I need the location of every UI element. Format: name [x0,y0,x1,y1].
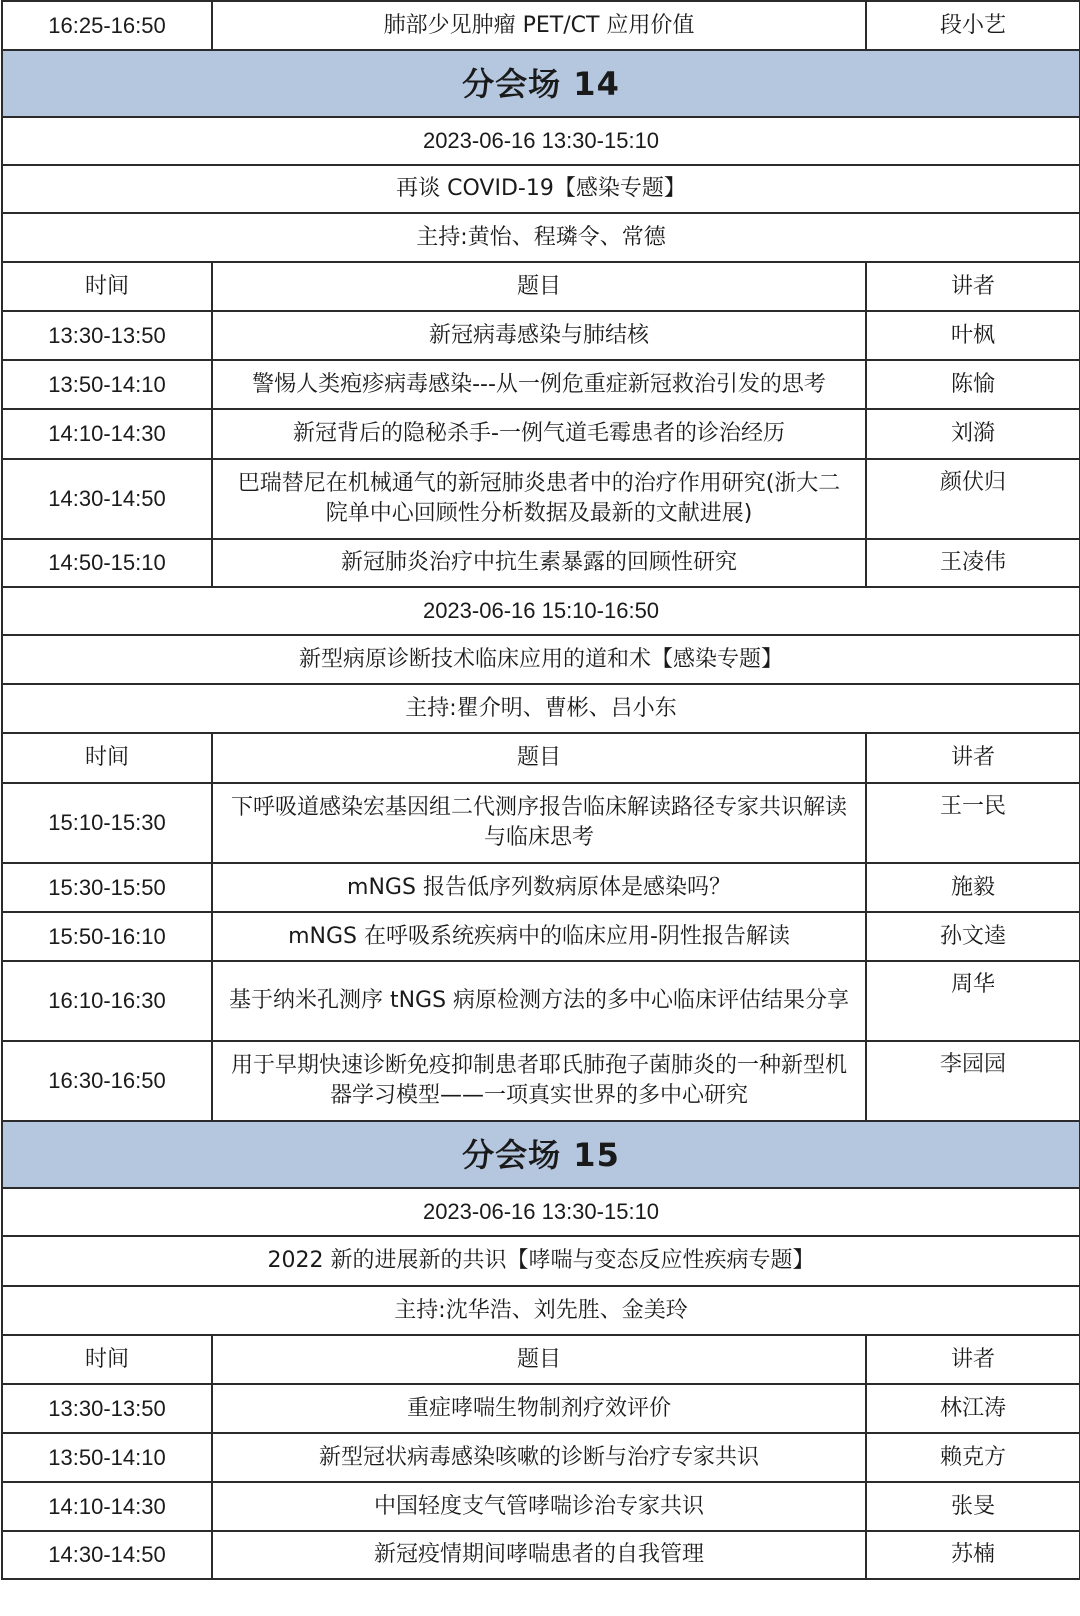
table-row [2,783,1080,863]
table-row [2,1384,1080,1433]
session-topic: 新型病原诊断技术临床应用的道和术【感染专题】 [2,635,1080,684]
table-row [2,961,1080,1041]
header-time: 时间 [2,733,212,783]
title-cell: 中国轻度支气管哮喘诊治专家共识 [212,1482,866,1531]
title-cell: mNGS 报告低序列数病原体是感染吗？ [212,863,866,912]
speaker-cell: 叶枫 [866,311,1080,360]
column-header-row [2,262,1080,311]
title-cell: 重症哮喘生物制剂疗效评价 [212,1384,866,1433]
time-cell: 14:30-14:50 [2,459,212,539]
header-title: 题目 [212,733,866,783]
title-cell: 基于纳米孔测序 tNGS 病原检测方法的多中心临床评估结果分享 [212,961,866,1041]
speaker-cell: 刘漪 [866,409,1080,459]
session-datetime: 2023-06-16 13:30-15:10 [2,1188,1080,1236]
title-cell: 巴瑞替尼在机械通气的新冠肺炎患者中的治疗作用研究(浙大二院单中心回顾性分析数据及最新的文献进展) [212,459,866,539]
speaker-cell: 苏楠 [866,1531,1080,1579]
table-row [2,539,1080,587]
venue-header [2,50,1080,117]
speaker-cell: 张旻 [866,1482,1080,1531]
header-time: 时间 [2,262,212,311]
time-cell: 14:10-14:30 [2,409,212,459]
header-speaker: 讲者 [866,262,1080,311]
column-header-row [2,733,1080,783]
venue-title: 分会场 15 [2,1121,1080,1188]
time-cell: 16:30-16:50 [2,1041,212,1121]
venue-header [2,1121,1080,1188]
title-cell: 用于早期快速诊断免疫抑制患者耶氏肺孢子菌肺炎的一种新型机器学习模型——一项真实世界的多中心研究 [212,1041,866,1121]
title-cell: 警惕人类疱疹病毒感染---从一例危重症新冠救治引发的思考 [212,360,866,409]
speaker-cell: 赖克方 [866,1433,1080,1482]
session-hosts: 主持:黄怡、程璘令、常德 [2,213,1080,262]
header-speaker: 讲者 [866,1335,1080,1384]
time-cell: 13:50-14:10 [2,360,212,409]
time-cell: 15:30-15:50 [2,863,212,912]
table-row [2,1041,1080,1121]
time-cell: 15:50-16:10 [2,912,212,961]
session-hosts: 主持:瞿介明、曹彬、吕小东 [2,684,1080,733]
title-cell: 新型冠状病毒感染咳嗽的诊断与治疗专家共识 [212,1433,866,1482]
time-cell: 13:50-14:10 [2,1433,212,1482]
time-cell: 14:50-15:10 [2,539,212,587]
time-cell: 13:30-13:50 [2,311,212,360]
speaker-cell: 陈愉 [866,360,1080,409]
table-row [2,1,1080,50]
table-row [2,912,1080,961]
table-row [2,409,1080,459]
speaker-cell: 孙文逵 [866,912,1080,961]
time-cell: 15:10-15:30 [2,783,212,863]
speaker-cell: 段小艺 [866,1,1080,50]
table-row [2,1482,1080,1531]
header-time: 时间 [2,1335,212,1384]
session-topic: 再谈 COVID-19【感染专题】 [2,165,1080,213]
title-cell: mNGS 在呼吸系统疾病中的临床应用-阴性报告解读 [212,912,866,961]
title-cell: 新冠病毒感染与肺结核 [212,311,866,360]
table-row [2,1531,1080,1579]
speaker-cell: 颜伏归 [866,459,1080,539]
table-row [2,863,1080,912]
header-title: 题目 [212,1335,866,1384]
session-hosts: 主持:沈华浩、刘先胜、金美玲 [2,1286,1080,1335]
session-datetime: 2023-06-16 15:10-16:50 [2,587,1080,635]
schedule-table [1,0,1080,1580]
header-speaker: 讲者 [866,733,1080,783]
title-cell: 新冠背后的隐秘杀手-一例气道毛霉患者的诊治经历 [212,409,866,459]
venue-title: 分会场 14 [2,50,1080,117]
title-cell: 下呼吸道感染宏基因组二代测序报告临床解读路径专家共识解读与临床思考 [212,783,866,863]
time-cell: 14:10-14:30 [2,1482,212,1531]
column-header-row [2,1335,1080,1384]
table-row [2,459,1080,539]
time-cell: 16:25-16:50 [2,1,212,50]
speaker-cell: 王一民 [866,783,1080,863]
table-row [2,360,1080,409]
speaker-cell: 林江涛 [866,1384,1080,1433]
title-cell: 新冠肺炎治疗中抗生素暴露的回顾性研究 [212,539,866,587]
speaker-cell: 施毅 [866,863,1080,912]
title-cell: 肺部少见肿瘤 PET/CT 应用价值 [212,1,866,50]
time-cell: 14:30-14:50 [2,1531,212,1579]
speaker-cell: 李园园 [866,1041,1080,1121]
time-cell: 13:30-13:50 [2,1384,212,1433]
session-datetime: 2023-06-16 13:30-15:10 [2,117,1080,165]
table-row [2,311,1080,360]
table-row [2,1433,1080,1482]
speaker-cell: 周华 [866,961,1080,1041]
time-cell: 16:10-16:30 [2,961,212,1041]
speaker-cell: 王凌伟 [866,539,1080,587]
title-cell: 新冠疫情期间哮喘患者的自我管理 [212,1531,866,1579]
session-topic: 2022 新的进展新的共识【哮喘与变态反应性疾病专题】 [2,1236,1080,1286]
header-title: 题目 [212,262,866,311]
